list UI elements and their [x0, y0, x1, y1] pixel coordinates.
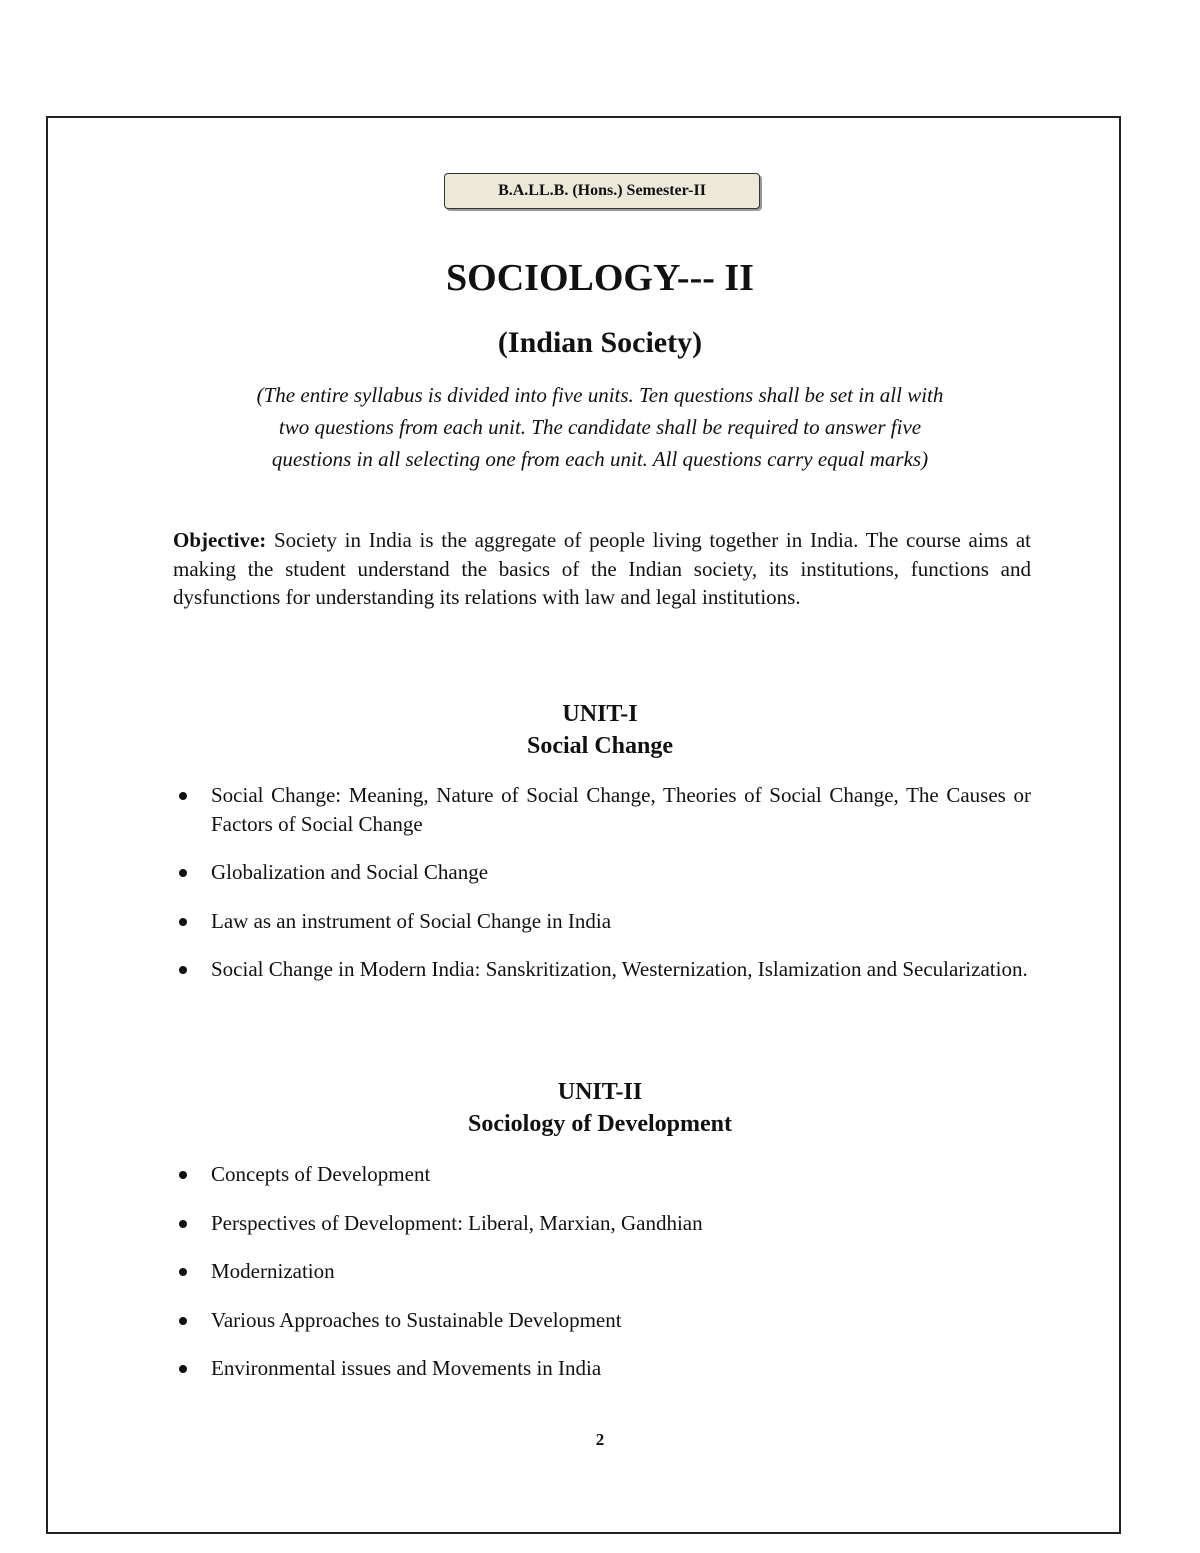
list-item — [173, 1160, 1031, 1189]
unit-number: UNIT-II — [557, 1079, 643, 1105]
list-item — [173, 1209, 1031, 1238]
list-item — [173, 858, 1031, 887]
list-item-text: Social Change: Meaning, Nature of Social Change, Theories of Social Change, The Causes or Factors of Social Change — [211, 783, 1031, 836]
list-item — [173, 907, 1031, 936]
list-item — [173, 1257, 1031, 1286]
unit-heading — [0, 698, 1200, 762]
objective-paragraph — [173, 526, 1031, 612]
unit-number: UNIT-I — [562, 701, 638, 727]
bullet-icon — [179, 869, 187, 877]
list-item-text: Various Approaches to Sustainable Development — [211, 1307, 622, 1332]
list-item-text: Concepts of Development — [211, 1162, 431, 1186]
list-item-text: Social Change in Modern India: Sanskritization, Westernization, Islamization and Secularization. — [211, 957, 1028, 981]
list-item-text: Globalization and Social Change — [211, 860, 489, 884]
unit-heading — [0, 1076, 1200, 1140]
bullet-icon — [179, 1365, 187, 1373]
unit-topic-list — [173, 1160, 1031, 1403]
bullet-icon — [179, 1317, 187, 1325]
bullet-icon — [179, 1220, 187, 1228]
objective-text: Society in India is the aggregate of people living together in India. The course aims at making the student understand the basics of the Indian society, its institutions, functions and dysfunctions for understanding its relations with law and legal institutions. — [173, 528, 1032, 609]
course-label-box — [444, 173, 760, 209]
unit-title: Sociology of Development — [468, 1111, 732, 1137]
exam-instructions: (The entire syllabus is divided into five units. Ten questions shall be set in all with two questions from each unit. The candidate shall be required to answer five questions in all selecting one from each unit. All questions carry equal marks) — [256, 383, 944, 471]
unit-title: Social Change — [526, 733, 673, 759]
page-subtitle: (Indian Society) — [497, 326, 703, 359]
bullet-icon — [179, 966, 187, 974]
objective-label: Objective: — [173, 528, 267, 552]
bullet-icon — [179, 1268, 187, 1276]
course-label: B.A.LL.B. (Hons.) Semester-II — [498, 182, 706, 199]
list-item — [173, 1306, 1031, 1335]
unit-topic-list — [173, 781, 1031, 1004]
bullet-icon — [179, 792, 187, 800]
list-item-text: Modernization — [211, 1259, 335, 1283]
bullet-icon — [179, 918, 187, 926]
list-item-text: Environmental issues and Movements in India — [211, 1356, 602, 1380]
page-title: SOCIOLOGY--- II — [446, 257, 754, 299]
list-item — [173, 781, 1031, 838]
list-item-text: Law as an instrument of Social Change in India — [211, 908, 612, 933]
bullet-icon — [179, 1171, 187, 1179]
list-item — [173, 1354, 1031, 1383]
list-item — [173, 955, 1031, 984]
page-number: 2 — [595, 1430, 605, 1449]
list-item-text: Perspectives of Development: Liberal, Marxian, Gandhian — [211, 1210, 703, 1235]
